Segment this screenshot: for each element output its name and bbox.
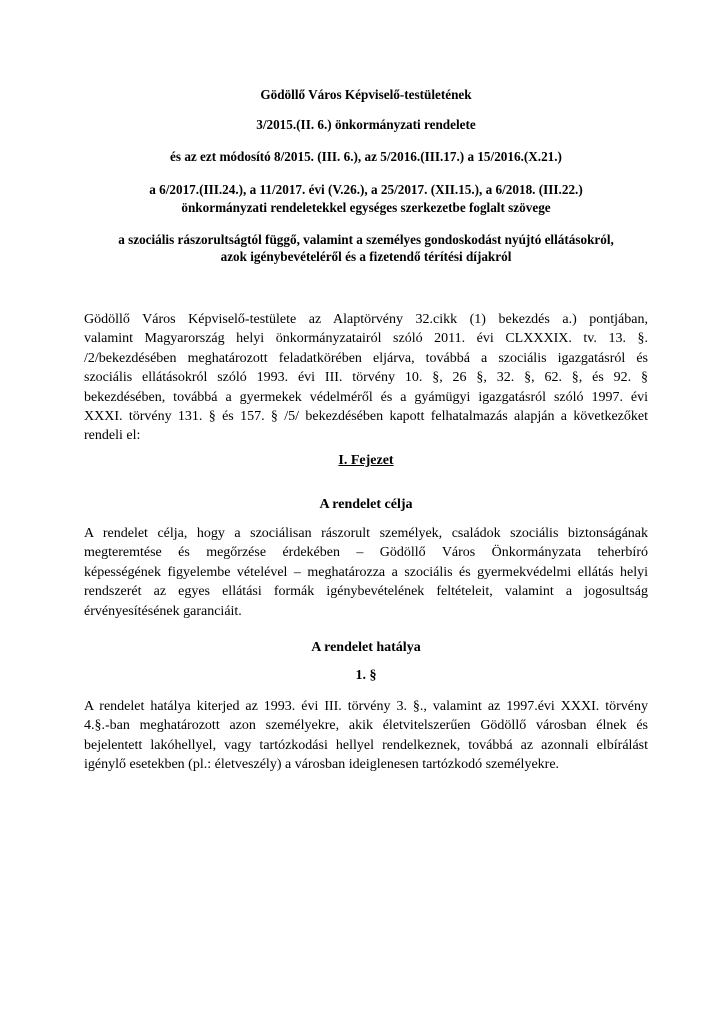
header-amendments-line2: a 6/2017.(III.24.), a 11/2017. évi (V.26.), a 25/2017. (XII.15.), a 6/2018. (III.22.) (149, 182, 583, 197)
goal-line: megteremtése és megőrzése érdekében – Gödöllő Város Önkormányzata teherbíró (84, 545, 648, 561)
scope-line: igénylő esetekben (pl.: életveszély) a városban ideiglenesen tartózkodó személyekre. (84, 757, 560, 773)
preamble-line: bekezdésében, továbbá a gyermekek védelméről és a gyámügyi igazgatásról szóló 1997. évi (84, 389, 648, 405)
preamble-line: XXXI. törvény 131. § és 157. § /5/ bekezdésében kapott felhatalmazás alapján a következőket (84, 409, 648, 425)
scope-line: bejelentett lakóhellyel, vagy tartózkodási hellyel rendelkeznek, továbbá az azonnali elbírálást (84, 737, 648, 753)
section-scope-title: A rendelet hatálya (311, 640, 421, 655)
header-decree-number: 3/2015.(II. 6.) önkormányzati rendelete (256, 117, 476, 132)
section-scope-paragraph (84, 697, 648, 775)
header-consolidated-text: önkormányzati rendeletekkel egységes szerkezetbe foglalt szövege (181, 200, 551, 215)
preamble-paragraph (84, 310, 648, 446)
scope-line: 4.§.-ban meghatározott azon személyekre, akik életvitelszerűen Gödöllő városban élnek és (84, 718, 648, 734)
goal-line: képességének figyelembe vételével – meghatározza a szociális és gyermekvédelmi ellátás helyi (84, 564, 648, 580)
section-goal-title: A rendelet célja (319, 497, 413, 512)
header-amendments-line1: és az ezt módosító 8/2015. (III. 6.), az 5/2016.(III.17.) a 15/2016.(X.21.) (170, 149, 562, 164)
preamble-line: /2/bekezdésében meghatározott feladatkörében eljárva, továbbá a szociális igazgatásról és (84, 350, 648, 366)
goal-line: érvényesítésének garanciáit. (84, 603, 242, 619)
scope-line: A rendelet hatálya kiterjed az 1993. évi III. törvény 3. §., valamint az 1997.évi XXXI. törvény (84, 699, 648, 714)
preamble-line: valamint Magyarország helyi önkormányzatairól szóló 2011. évi CLXXXIX. tv. 13. §. (84, 331, 648, 347)
header-council-name: Gödöllő Város Képviselő-testületének (260, 87, 472, 102)
header-subject-line2: azok igénybevételéről és a fizetendő térítési díjakról (220, 249, 512, 264)
goal-line: rendszerét az egyes ellátási formák igénybevételének feltételeit, valamint a jogosultság (84, 584, 648, 600)
header-subject-line1: a szociális rászorultságtól függő, valamint a személyes gondoskodást nyújtó ellátásokról, (118, 232, 614, 247)
goal-line: A rendelet célja, hogy a szociálisan rászorult személyek, családok szociális biztonságának (84, 526, 648, 541)
preamble-line: rendeli el: (84, 428, 141, 444)
preamble-line: szociális ellátásokról szóló 1993. évi III. törvény 10. §, 26 §, 32. §, 62. §, és 92. § (84, 370, 648, 386)
paragraph-number: 1. § (355, 668, 377, 683)
section-goal-paragraph (84, 524, 648, 621)
chapter-heading: I. Fejezet (338, 453, 394, 468)
preamble-line: Gödöllő Város Képviselő-testülete az Alaptörvény 32.cikk (1) bekezdés a.) pontjában, (84, 312, 648, 327)
